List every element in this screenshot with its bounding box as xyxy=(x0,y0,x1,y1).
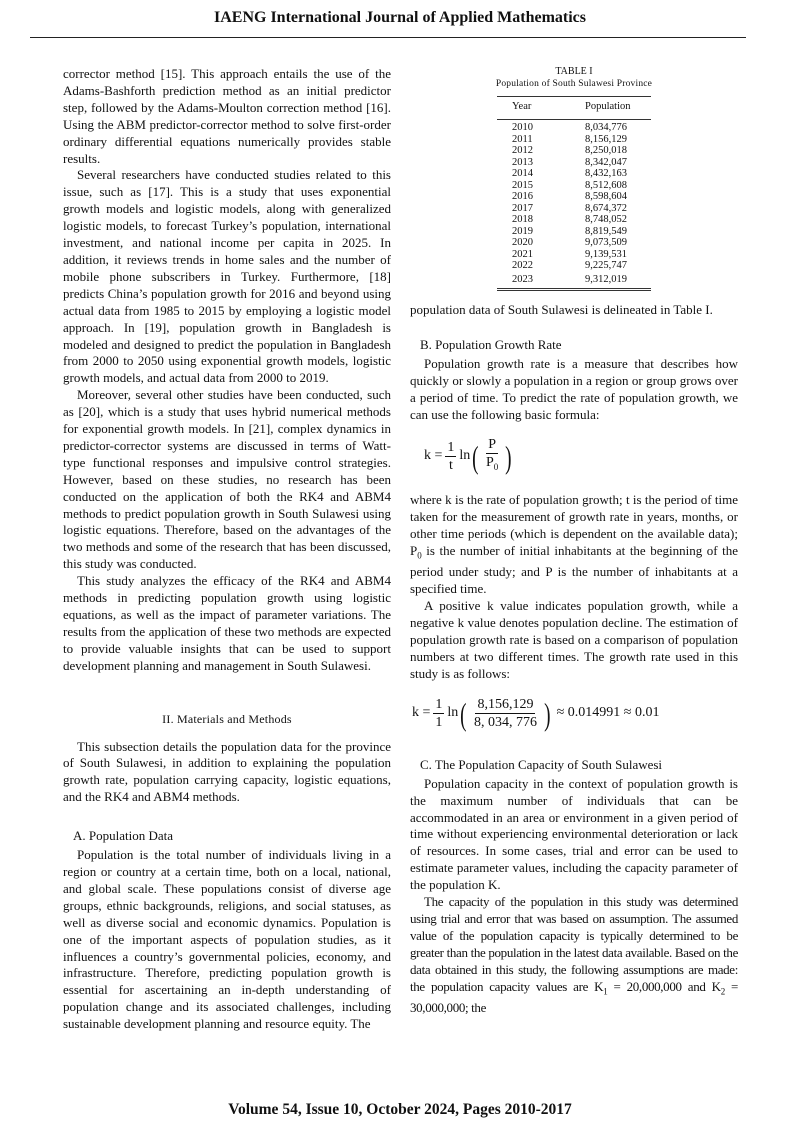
table-row xyxy=(497,145,651,157)
table-row xyxy=(497,226,651,238)
population-table xyxy=(497,96,651,291)
fraction: $\frac{1}{1}$ xyxy=(435,696,443,730)
table-cell-year: 2011 xyxy=(512,133,533,145)
paragraph: Population is the total number of individuals living in a region or country at a certain time, both on a local, national, and global scale. These populations consist of diverse age groups, ethnic backgrounds, religions, and social statuses, as well as diverse social and economic dynamics. Population is one of the important aspects of population studies, as it influences a country’s governmental policies, economy, and infrastructure. Therefore, predicting population growth is essential for ascertaining an in-depth understanding of population change and its associated challenges, including sustainable development planning and resource equity. The xyxy=(63,847,391,1032)
header-rule xyxy=(30,37,746,38)
growth-rate-formula: k = $\frac{1}{t}$ ln ( $\frac{P}{P_0}$ ) xyxy=(424,437,512,475)
table-cell-year: 2019 xyxy=(512,225,533,237)
paragraph: Several researchers have conducted studies related to this issue, such as [17]. This is a study that uses exponential growth models and logistic models, along with generalized logistic models, to forecast Turkey’s population, international investment, and national income per capita in 2025. In addition, it reviews trends in home sales and the number of mobile phone subscribers in Turkey. Furthermore, [18] predicts China’s population growth for 2016 and beyond using actual data from 1985 to 2015 by employing a logistic model approach. In [19], population growth in Bangladesh is modeled and designed to predict the population in Bangladesh from 2000 to 2050 using exponential growth models, logistic growth models, and actual data from 2000 to 2019. xyxy=(63,167,391,386)
table-row xyxy=(497,157,651,169)
table-title: Population of South Sulawesi Province xyxy=(495,79,653,89)
table-cell-population: 8,342,047 xyxy=(585,156,627,168)
table-header-row xyxy=(497,97,651,120)
table-row xyxy=(497,260,651,272)
journal-header: IAENG International Journal of Applied Mathematics xyxy=(213,9,586,26)
subsection-heading: C. The Population Capacity of South Sulawesi xyxy=(420,756,663,772)
table-cell-year: 2013 xyxy=(512,156,533,168)
table-row xyxy=(497,180,651,192)
table-cell-year: 2010 xyxy=(512,122,533,133)
paragraph: Moreover, several other studies have been conducted, such as [20], which is a study that uses hybrid numerical methods for exponential growth models. In [21], complex dynamics in predictor-corrector systems are discussed in terms of Watt-type functional responses and impulsive control strategies. However, based on these studies, no research has been conducted on the application of both the RK4 and ABM4 methods to predict population growth in South Sulawesi using logistic equations. Therefore, based on the advantages of the two methods and some of the research that has been discussed, this study was conducted. xyxy=(63,387,391,572)
table-cell-population: 8,432,163 xyxy=(585,168,627,179)
subsection-heading: B. Population Growth Rate xyxy=(420,336,562,352)
table-cell-year: 2016 xyxy=(512,191,533,202)
table-cell-population: 8,674,372 xyxy=(585,202,627,214)
table-cell-population: 8,156,129 xyxy=(585,133,627,145)
table-cell-year: 2012 xyxy=(512,145,533,156)
eq-lhs: k = xyxy=(424,448,443,464)
table-cell-population: 8,250,018 xyxy=(585,145,627,156)
ln-operator: ln xyxy=(459,448,471,464)
section-heading: II. Materials and Methods xyxy=(162,711,292,726)
table-cell-population: 9,073,509 xyxy=(585,237,627,248)
journal-footer: Volume 54, Issue 10, October 2024, Pages 2010-2017 xyxy=(228,1101,572,1118)
paragraph: population data of South Sulawesi is delineated in Table I. xyxy=(410,302,713,317)
table-cell-population: 8,819,549 xyxy=(585,225,627,237)
eq-rhs: ≈ 0.014991 ≈ 0.01 xyxy=(556,705,660,721)
table-row xyxy=(497,272,651,290)
table-cell-population: 8,512,608 xyxy=(585,179,627,191)
table-cell-population: 9,225,747 xyxy=(585,260,627,271)
table-cell-population: 8,598,604 xyxy=(585,191,627,202)
table-cell-population: 9,312,019 xyxy=(585,272,651,290)
fraction: $\frac{8,156,129}{8, 034, 776}$ xyxy=(473,696,537,730)
table-cell-year: 2020 xyxy=(512,237,533,248)
table-row xyxy=(497,203,651,215)
table-cell-year: 2017 xyxy=(512,202,533,214)
table-row xyxy=(497,214,651,226)
paragraph: Population capacity in the context of population growth is the maximum number of individuals that can be accommodated in an area or environment in a given period of time without experiencing environmental deterioration or lack of resources. In some cases, trial and error can be used to estimate parameter values, including the capacity parameter of the population K. xyxy=(410,775,738,893)
fraction: $\frac{P}{P_0}$ xyxy=(485,437,499,473)
table-row xyxy=(497,168,651,180)
table-header-year: Year xyxy=(497,97,585,120)
table-cell-population: 9,139,531 xyxy=(585,248,627,260)
paragraph: Population growth rate is a measure that describes how quickly or slowly a population in a region or group grows over a period of time. To predict the rate of population growth, we can use the following basic formula: xyxy=(410,355,738,422)
population-table-block xyxy=(410,66,738,291)
growth-rate-calculation: k = $\frac{1}{1}$ ln ( $\frac{8,156,129}{8, 034, 776}$ ) ≈ 0.014991 ≈ 0.01 xyxy=(412,695,660,732)
right-column xyxy=(410,66,738,1017)
table-cell-population: 8,034,776 xyxy=(585,122,627,133)
table-cell-year: 2015 xyxy=(512,179,533,191)
table-cell-year: 2023 xyxy=(497,272,585,290)
table-cell-year: 2021 xyxy=(512,248,533,260)
table-row xyxy=(497,191,651,203)
table-cell-population: 8,748,052 xyxy=(585,214,627,225)
eq-lhs: k = xyxy=(412,705,431,721)
table-row xyxy=(497,249,651,261)
table-cell-year: 2022 xyxy=(512,260,533,271)
table-row xyxy=(497,120,651,134)
table-row xyxy=(497,134,651,146)
table-cell-year: 2014 xyxy=(512,168,533,179)
table-cell-year: 2018 xyxy=(512,214,533,225)
paragraph: The capacity of the population in this study was determined using trial and error that was based on assumption. The assumed value of the population capacity is typically determined to be greater than the population in the latest data available. Based on the data obtained in this study, the following assumptions are made: the population capacity values are $K_1 = 20,000,000$ and $K_2 = 30,000,000$; the xyxy=(410,894,738,1016)
paragraph: corrector method [15]. This approach entails the use of the Adams-Bashforth prediction method as an initial predictor step, followed by the Adams-Moulton correction method [16]. Using the ABM predictor-corrector method to solve first-order ordinary differential equations numerically provides stable results. xyxy=(63,66,391,166)
table-row xyxy=(497,237,651,249)
paragraph: where k is the rate of population growth; t is the period of time taken for the measurement of growth rate in years, months, or other time periods (which is dependent on the available data); $P_0$ is the number of initial inhabitants at the beginning of the period under study; and P is the number of inhabitants at a specified time. xyxy=(410,492,738,597)
paragraph: This study analyzes the efficacy of the RK4 and ABM4 methods in predicting population growth using logistic equations, as well as the impact of parameter variations. The results from the application of these two methods are expected to provide valuable insights that can be used to support development planning and management in South Sulawesi. xyxy=(63,573,391,673)
paragraph: This subsection details the population data for the province of South Sulawesi, in addition to explaining the population growth rate, population carrying capacity, logistic equations, and the RK4 and ABM4 methods. xyxy=(63,738,391,805)
paragraph: A positive k value indicates population growth, while a negative k value denotes population decline. The estimation of population growth rate is based on a comparison of population numbers at two different times. The growth rate used in this study is as follows: xyxy=(410,598,738,681)
ln-operator: ln xyxy=(447,705,459,721)
left-column xyxy=(63,66,391,1033)
table-caption: TABLE I xyxy=(555,66,593,77)
table-header-population: Population xyxy=(585,97,651,120)
subsection-heading: A. Population Data xyxy=(73,828,174,844)
fraction: $\frac{1}{t}$ xyxy=(447,439,455,473)
